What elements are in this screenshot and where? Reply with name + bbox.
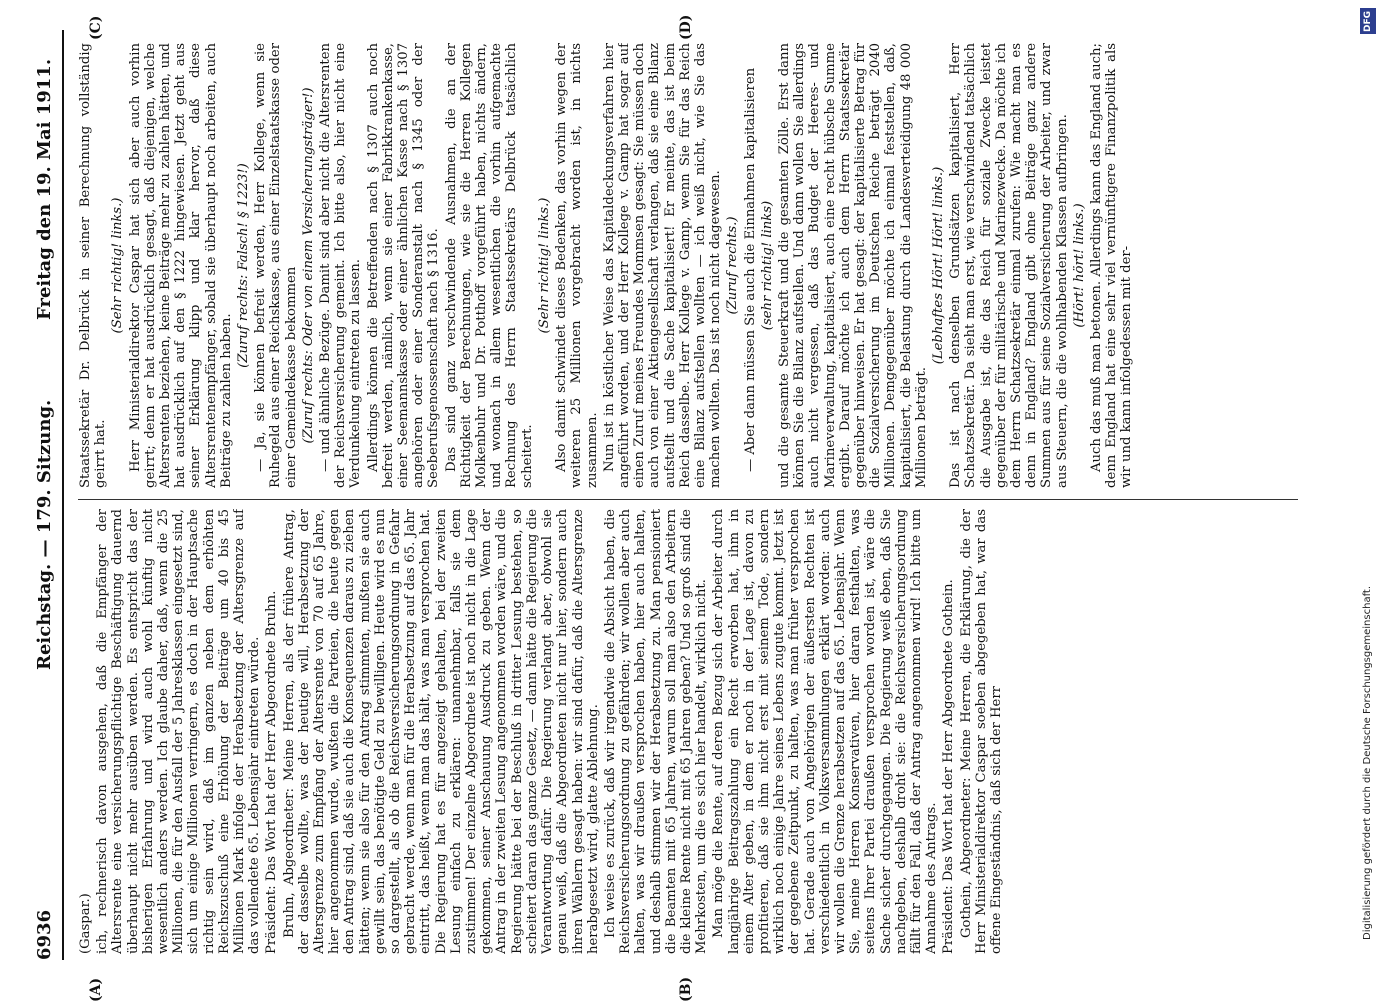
column-divider (78, 499, 1298, 500)
paragraph: Herr Ministerialdirektor Caspar hat sich aber auch vorhin geirrt; denn er hat ausdrücklich gesagt, daß diejenigen, welche Altersrenten beziehen, keine Beiträge mehr zu zahlen hätten, und hat ausdrücklich auf den § 1222 hingewiesen. Jetzt geht aus seiner Erklärung klipp und klar hervor, daß diese Altersrentenempfänger, sobald sie überhaupt noch arbeiten, auch Beiträge zu zahlen haben. (127, 43, 234, 488)
paragraph: Gothein, Abgeordneter: Meine Herren, die Erklärung, die der Herr Ministerialdirektor Caspar soeben abgegeben hat, war das offene Eingeständnis, daß sich der Herr (958, 509, 1004, 954)
paragraph: Auch das muß man betonen. Allerdings kann das England auch; denn England hat eine sehr viel vernünftigere Finanzpolitik als wir und kann infolgedessen mit der- (1089, 43, 1135, 488)
date-heading: Freitag den 19. Mai 1911. (34, 58, 55, 320)
paragraph: Nun ist in köstlicher Weise das Kapitaldeckungsverfahren hier angeführt worden, und der Herr Kollege v. Gamp hat sogar auf einen Zuruf meines Freundes Mommsen gesagt: Sie müssen doch auch von einer Aktiengesellschaft verlangen, daß sie eine Bilanz aufstellt und die Sache kapitalisiert! Er meinte, das ist beim Reich dasselbe. Herr Kollege v. Gamp, wenn Sie für das Reich eine Bilanz aufstellen wollten — ich weiß nicht, wie Sie das machen wollten. Das ist noch nicht dagewesen. (601, 43, 724, 488)
paragraph: — und ähnliche Bezüge. Damit sind aber nicht die Altersrenten der Reichsversicherung gemeint. Ich bitte also, hier nicht eine Verdunkelung eintreten zu lassen. (318, 43, 364, 488)
speaker-paragraph: Präsident: Das Wort hat der Herr Abgeordnete Gothein. (941, 579, 957, 954)
interjection: (Zuruf rechts: Falsch! § 1223!) (236, 163, 252, 368)
interjection: (sehr richtig! links) (759, 200, 775, 331)
paragraph: Staatssekretär Dr. Delbrück in seiner Berechnung vollständig geirrt hat. (78, 43, 109, 488)
page-number: 6936 (34, 909, 55, 960)
paragraph: Das sind ganz verschwindende Ausnahmen, die an der Richtigkeit der Berechnungen, wie sie die Herren Kollegen Molkenbuhr und Dr. Potthoff vorgeführt haben, nichts ändern, und wonach in allem wesentlichen die vorhin aufgemachte Rechnung des Herrn Staatssekretärs Delbrück tatsächlich scheitert. (443, 43, 535, 488)
paragraph: (Gaspar.) (78, 893, 93, 954)
right-column (78, 43, 1298, 488)
session-title: Reichstag. — 179. Sitzung. (34, 399, 55, 670)
paragraph: Ich weise es zurück, daß wir irgendwie die Absicht haben, die Reichsversicherungsordnung zu gefährden; wir wollen aber auch halten, was wir draußen versprochen haben, hier auch halten, und deshalb stimmen wir der Herabsetzung zu. Man pensioniert die Beamten mit 65 Jahren, warum soll man also den Arbeitern die kleine Rente nicht mit 65 Jahren geben? Und so groß sind die Mehrkosten, um die es sich hier handelt, wirklich nicht. (602, 509, 710, 954)
left-column (78, 509, 1298, 954)
interjection: (Lebhaftes Hört! Hört! links.) (930, 166, 946, 365)
interjection: (Sehr richtig! links.) (536, 197, 552, 334)
digitization-credit: Digitalisierung gefördert durch die Deutsche Forschungsgemeinschaft. (1362, 585, 1373, 940)
paragraph: Also damit schwindet dieses Bedenken, das vorhin wegen der weiteren 25 Millionen vorgebracht worden ist, in nichts zusammen. (554, 43, 600, 488)
paragraph: Man möge die Rente, auf deren Bezug sich der Arbeiter durch langjährige Beitragszahlung ein Recht erworben hat, ihm in einem Alter geben, in dem er noch in der Lage ist, davon zu profitieren, daß sie ihm nicht erst mit seinem Tode, sondern wirklich noch einige Jahre seines Lebens zugute kommt. Jetzt ist der gegebene Zeitpunkt, zu halten, was man früher versprochen hat. Gerade auch von Angehörigen der äußersten Rechten ist verschiedentlich in Volksversammlungen erklärt worden: auch wir wollen die Grenze herabsetzen auf das 65. Lebensjahr. Wenn Sie, meine Herren Konservativen, hier daran festhalten, was seitens Ihrer Partei draußen versprochen worden ist, wäre die Sache sicher durchgegangen. Die Regierung weiß eben, daß Sie nachgeben, deshalb droht sie: die Reichsversicherungsordnung fällt für den Fall, daß der Antrag angenommen wird! Ich bitte um Annahme des Antrags. (711, 509, 940, 954)
margin-letter-c: (C) (88, 15, 104, 40)
interjection: (Zuruf rechts.) (725, 216, 741, 315)
interjection: (Zuruf rechts: Oder von einem Versicherungsträger!) (300, 87, 316, 444)
dfg-logo: DFG (1360, 8, 1376, 34)
paragraph: ich, rechnerisch davon ausgehen, daß die Empfänger der Altersrente eine versicherungspflichtige Beschäftigung dauernd überhaupt nicht mehr ausüben werden. Es entspricht das der bisherigen Erfahrung und wird auch wohl künftig nicht wesentlich anders werden. Ich glaube daher, daß, wenn die 25 Millionen, die für den Ausfall der 5 Jahresklassen eingesetzt sind, sich um einige Millionen verringern, es doch in der Hauptsache richtig sein wird, daß im ganzen neben dem erhöhten Reichszuschuß eine Erhöhung der Beiträge um 40 bis 45 Millionen Mark infolge der Herabsetzung der Altersgrenze auf das vollendete 65. Lebensjahr eintreten würde. (95, 509, 263, 954)
paragraph: Allerdings können die Betreffenden nach § 1307 auch noch befreit werden, nämlich, wenn sie einer Fabrikkrankenkasse, einer Seemannskasse oder einer ähnlichen Kasse nach § 1307 angehören oder einer Sonderanstalt nach § 1345 oder der Seeberufsgenossenschaft nach § 1316. (365, 43, 442, 488)
page-header (30, 30, 64, 960)
interjection: (Sehr richtig! links.) (110, 197, 126, 334)
paragraph: und die gesamte Steuerkraft und die gesamten Zölle. Erst dann können Sie die Bilanz aufstellen. Und dann wollen Sie allerdings auch nicht vergessen, daß das Budget der Heeres- und Marineverwaltung, kapitalisiert, auch eine recht hübsche Summe ergibt. Darauf möchte ich auch dem Herrn Staatssekretär gegenüber hinweisen. Er hat gesagt: der kapitalisierte Betrag für die Sozialversicherung im Deutschen Reiche beträgt 2040 Millionen. Demgegenüber möchte ich einmal feststellen, daß, kapitalisiert, die Belastung durch die Landesverteidigung 48 000 Millionen beträgt. (776, 43, 929, 488)
paragraph: Bruhn, Abgeordneter: Meine Herren, als der frühere Antrag, der dasselbe wollte, was der heutige will, Herabsetzung der Altersgrenze zum Empfang der Altersrente von 70 auf 65 Jahre, hier angenommen wurde, wußten die Parteien, die heute gegen den Antrag sind, daß sie auch die Konsequenzen daraus zu ziehen hätten; wenn sie also für den Antrag stimmten, mußten sie auch gewillt sein, das benötigte Geld zu bewilligen. Heute wird es nun so dargestellt, als ob die Reichsversicherungsordnung in Gefahr gebracht werde, wenn man für die Herabsetzung auf das 65. Jahr eintritt, das heißt, wenn man das hält, was man versprochen hat. Die Regierung hat es für angezeigt gehalten, bei der zweiten Lesung einfach zu erklären: unannehmbar, falls sie dem zustimmen! Der einzelne Abgeordnete ist noch nicht in die Lage gekommen, seiner Anschauung Ausdruck zu geben. Wenn der Antrag in der zweiten Lesung angenommen worden wäre, und die Regierung hätte bei der Beschluß in dritter Lesung bestehen, so scheitert daran das ganze Gesetz, — dann hätte die Regierung die Verantwortung dafür. Die Regierung verlangt aber, obwohl sie genau weiß, daß die Abgeordneten nicht nur hier, sondern auch ihren Wählern gesagt haben: wir sind dafür, daß die Altersgrenze herabgesetzt wird, glatte Ablehnung. (281, 509, 601, 954)
interjection: (Hört! hört! links.) (1071, 203, 1087, 328)
paragraph: — Aber dann müssen Sie auch die Einnahmen kapitalisieren (742, 67, 758, 472)
paragraph: Das ist nach denselben Grundsätzen kapitalisiert, Herr Schatzsekretär. Da sieht man erst, wie verschwindend tatsächlich die Ausgabe ist, die das Reich für soziale Zwecke leistet gegenüber der für militärische und Marinezwecke. Da möchte ich dem Herrn Schatzsekretär einmal zurufen: Wie macht man es denn in England? England gibt ohne Beiträge ganz andere Summen aus für seine Sozialversicherung der Arbeiter, und zwar aus Steuern, die die wohlhabenden Klassen aufbringen. (948, 43, 1070, 488)
margin-letter-d: (D) (678, 14, 694, 40)
paragraph: — Ja, sie können befreit werden, Herr Kollege, wenn sie Ruhegeld aus einer Reichskasse, aus einer Einzelstaatskasse oder einer Gemeindekasse bekommen (253, 43, 299, 488)
speaker-paragraph: Präsident: Das Wort hat der Herr Abgeordnete Bruhn. (264, 590, 280, 954)
margin-letter-b: (B) (678, 976, 694, 1002)
margin-letter-a: (A) (88, 977, 104, 1002)
